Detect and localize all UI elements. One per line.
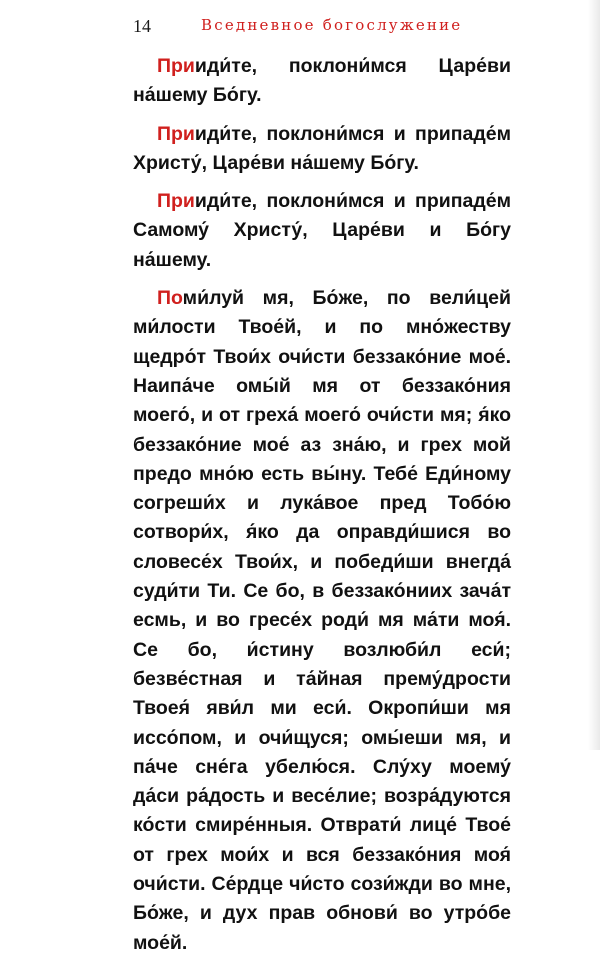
- prayer-text: [133, 52, 511, 958]
- paragraph-text: ми́луй мя, Бо́же, по вели́цей ми́лости Твое́й, и по мно́жеству щедро́т Твои́х очи́сти беззако́ние мое́. Наипа́че омы́й мя от беззако́ния моего́, и от греха́ моего́ очи́сти мя; я́ко беззако́ние мое́ аз зна́ю, и грех мой предо мно́ю есть вы́ну. Тебе́ Еди́ному согреши́х и лука́вое пред Тобо́ю сотвори́х, я́ко да оправди́шися во словесе́х Твои́х, и победи́ши внегда́ суди́ти Ти. Се бо, в беззако́ниих зача́т есмь, и во гресе́х роди́ мя ма́ти моя́. Се бо, и́стину возлюби́л еси́; безве́стная и та́йная прему́дрости Твоея́ яви́л ми еси́. Окропи́ши мя иссо́пом, и очи́щуся; омы́еши мя, и па́че сне́га убелю́ся. Слу́ху моему́ да́си ра́дость и весе́лие; возра́дуются ко́сти смире́нныя. Отврати́ лице́ Твое́ от грех мои́х и вся беззако́ния моя́ очи́сти. Се́рдце чи́сто сози́жди во мне, Бо́же, и дух прав обнови́ во утро́бе мое́й.: [133, 287, 511, 954]
- red-initial: При: [157, 122, 195, 145]
- paragraph-text: иди́те, поклони́мся Царе́ви на́шему Бо́гу.: [133, 55, 511, 107]
- paragraph: [133, 284, 511, 958]
- paragraph-text: иди́те, поклони́мся и припаде́м Христу́, Царе́ви на́шему Бо́гу.: [133, 122, 511, 174]
- red-initial: По: [157, 287, 183, 310]
- paragraph-text: иди́те, поклони́мся и припаде́м Самому́ Христу́, Царе́ви и Бо́гу на́шему.: [133, 190, 511, 271]
- red-initial: При: [157, 190, 195, 213]
- page-number: 14: [133, 16, 151, 36]
- paragraph: [133, 187, 511, 275]
- paragraph: [133, 52, 511, 111]
- page-edge: [588, 0, 600, 750]
- red-initial: При: [157, 55, 195, 77]
- page-header: [133, 10, 533, 44]
- paragraph: [133, 120, 511, 179]
- running-title: Вседневное богослужение: [201, 16, 463, 34]
